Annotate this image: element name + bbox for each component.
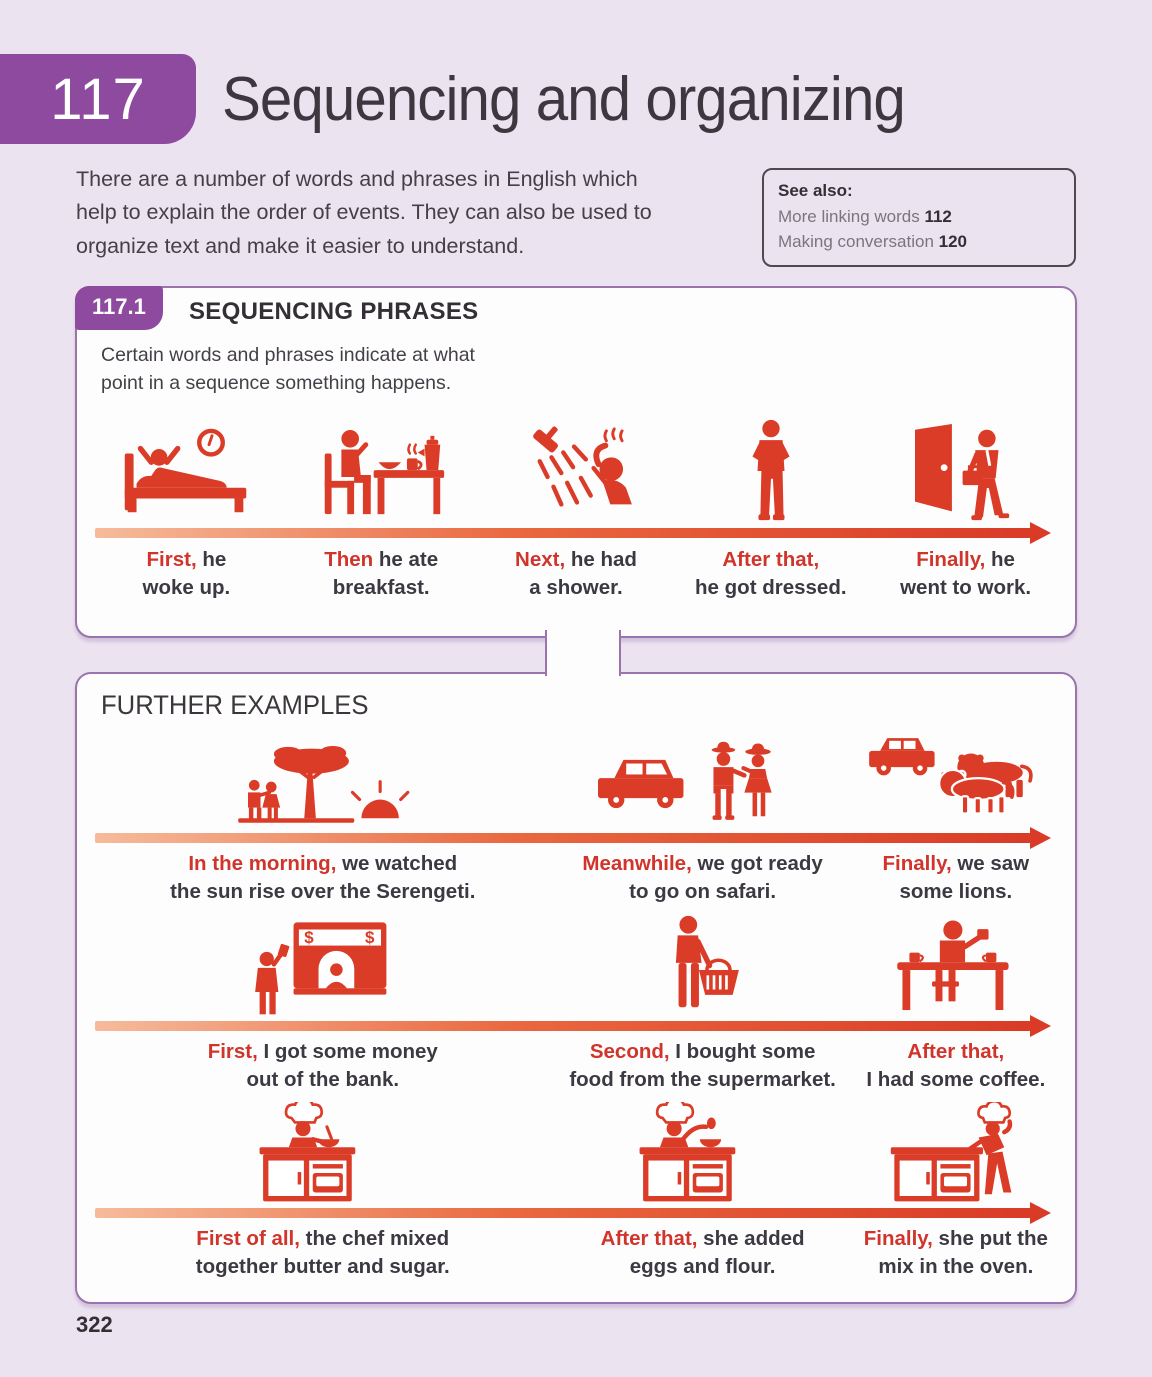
further-examples-panel	[75, 672, 1077, 1304]
timeline-icons	[89, 394, 1063, 524]
intro-paragraph: There are a number of words and phrases in English which help to explain the order of events. They can also be used to organize text and make it easier to understand.	[76, 167, 652, 258]
see-also-title: See also:	[778, 181, 853, 200]
example-caption: Meanwhile, we got ready to go on safari.	[582, 852, 823, 904]
timeline-caption: Finally, he went to work.	[900, 548, 1032, 600]
example-caption: Finally, she put the mix in the oven.	[863, 1227, 1048, 1279]
go-to-work-icon	[907, 422, 1024, 524]
example-captions	[89, 1038, 1063, 1095]
sequence-keyword: Finally,	[882, 852, 952, 875]
example-icons	[89, 1100, 1063, 1204]
timeline-caption: Then he ate breakfast.	[324, 548, 439, 600]
timeline-arrow	[95, 1021, 1031, 1031]
sequence-keyword: Finally,	[916, 548, 986, 571]
example-caption: After that, I had some coffee.	[866, 1039, 1046, 1091]
timeline-caption: First, he woke up.	[142, 548, 231, 600]
chapter-number: 117	[50, 66, 146, 132]
example-caption: First, I got some money out of the bank.	[207, 1039, 438, 1091]
get-dressed-icon	[742, 418, 800, 524]
svg-text:$: $	[364, 927, 375, 947]
example-caption: Second, I bought some food from the supermarket.	[569, 1039, 836, 1091]
chef-oven-icon	[889, 1102, 1022, 1204]
see-also-link-making-conversation: Making conversation 120	[778, 232, 968, 251]
see-also-link-more-linking-words: More linking words 112	[778, 206, 952, 226]
example-captions	[89, 850, 1063, 907]
chef-mixing-icon	[256, 1102, 389, 1204]
timeline-captions	[89, 546, 1063, 603]
sequence-keyword: Finally,	[863, 1227, 933, 1251]
timeline-caption: Next, he had a shower.	[515, 548, 637, 600]
see-also-box	[762, 168, 1076, 267]
example-caption: First of all, the chef mixed together butter and sugar.	[195, 1227, 450, 1279]
page-number: 322	[76, 1312, 113, 1337]
timeline-arrow	[95, 528, 1031, 538]
example-captions	[89, 1225, 1063, 1282]
sequence-keyword: In the morning,	[188, 852, 337, 875]
sequence-keyword: After that,	[600, 1227, 698, 1251]
see-also-ref-number: 112	[924, 206, 952, 226]
svg-text:$: $	[304, 927, 314, 947]
sequence-keyword: First,	[207, 1039, 258, 1063]
section-number-badge: 117.1	[75, 286, 163, 330]
sequence-keyword: Second,	[589, 1039, 670, 1063]
panel-connector	[545, 630, 621, 676]
section-description: Certain words and phrases indicate at what point in a sequence something happens.	[101, 344, 475, 394]
page-title: Sequencing and organizing	[222, 65, 905, 134]
supermarket-basket-icon	[658, 915, 747, 1017]
shower-icon	[512, 426, 640, 524]
example-caption: Finally, we saw some lions.	[882, 852, 1030, 904]
wake-up-icon	[113, 426, 260, 524]
see-also-ref-number: 120	[938, 232, 968, 251]
sequence-keyword: First,	[146, 548, 197, 571]
example-caption: In the morning, we watched the sun rise over the Serengeti.	[170, 852, 476, 904]
timeline-arrow	[95, 1208, 1031, 1218]
example-row-safari	[89, 725, 1063, 907]
sequence-keyword: After that,	[722, 548, 820, 571]
bank-icon	[247, 917, 399, 1017]
sequence-keyword: First of all,	[196, 1227, 300, 1251]
timeline-arrow	[95, 833, 1031, 843]
example-caption: After that, she added eggs and flour.	[600, 1227, 805, 1279]
further-examples-title: FURTHER EXAMPLES	[101, 690, 369, 720]
sequence-keyword: Meanwhile,	[582, 852, 692, 875]
example-row-baking	[89, 1100, 1063, 1282]
section-title: SEQUENCING PHRASES	[189, 298, 479, 325]
breakfast-icon	[313, 426, 450, 524]
safari-departure-icon	[596, 729, 810, 829]
chapter-number-badge	[0, 54, 196, 144]
example-icons	[89, 913, 1063, 1017]
timeline-caption: After that, he got dressed.	[695, 548, 847, 600]
serengeti-sunrise-icon	[229, 729, 417, 829]
sequence-keyword: After that,	[907, 1039, 1005, 1063]
daily-routine-timeline	[89, 394, 1063, 603]
sequence-keyword: Next,	[515, 548, 566, 571]
coffee-icon	[890, 917, 1021, 1017]
lions-icon	[860, 729, 1051, 829]
sequence-keyword: Then	[324, 548, 374, 571]
chef-eggs-icon	[636, 1102, 769, 1204]
example-row-errands	[89, 913, 1063, 1095]
sequencing-phrases-panel	[75, 286, 1077, 638]
example-icons	[89, 725, 1063, 829]
